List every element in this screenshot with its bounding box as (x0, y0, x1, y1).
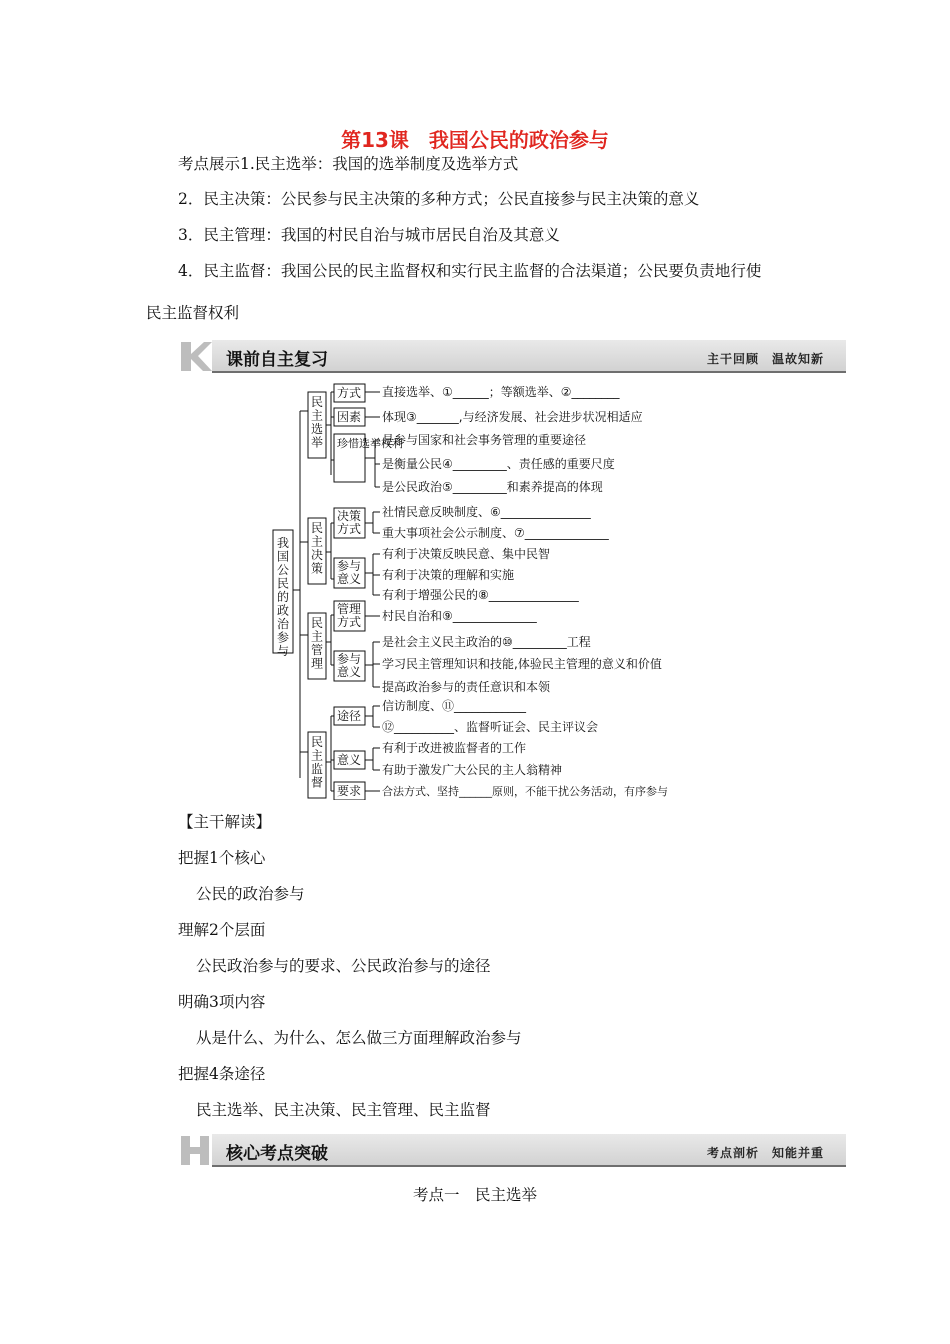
jiandu-item-4: 有助于激发广大公民的主人翁精神 (382, 763, 563, 777)
juece-item-2: 重大事项社会公示制度、⑦______________ (382, 526, 609, 540)
xuanju-item-1: 直接选举、①______；等额选举、②________ (382, 385, 620, 399)
sub-yaoqiu: 要求 (337, 784, 362, 798)
page-title: 第13课 我国公民的政治参与 (341, 128, 609, 152)
reading-h1: 把握1个核心 (178, 849, 266, 867)
guanli-item-2: 是社会主义民主政治的⑩_________工程 (382, 635, 591, 649)
branch-label-guanli: 民主管理 (310, 616, 324, 671)
jiandu-item-2: ⑫__________、监督听证会、民主评议会 (382, 720, 599, 734)
juece-item-3: 有利于决策反映民意、集中民智 (382, 547, 551, 561)
guanli-item-4: 提高政治参与的责任意识和本领 (382, 680, 551, 694)
section-banner-review (178, 340, 846, 373)
reading-h3: 明确3项内容 (178, 993, 266, 1011)
guanli-item-1: 村民自治和⑨______________ (382, 609, 537, 623)
juece-item-5: 有利于增强公民的⑧_______________ (382, 588, 579, 602)
intro-line-2: 2．民主决策：公民参与民主决策的多种方式；公民直接参与民主决策的意义 (178, 190, 700, 208)
reading-t2: 公民政治参与的要求、公民政治参与的途径 (196, 957, 491, 975)
sub-juece-yiyi: 参与意义 (336, 559, 362, 586)
branch-label-jiandu: 民主监督 (310, 735, 324, 790)
xuanju-item-4: 是衡量公民④_________、责任感的重要尺度 (382, 457, 615, 471)
sub-guanli-yiyi: 参与意义 (336, 652, 362, 679)
xuanju-item-3: 是参与国家和社会事务管理的重要途径 (382, 433, 587, 447)
branch-label-juece: 民主决策 (310, 521, 324, 576)
root-label: 我国公民的政治参与 (276, 536, 290, 658)
juece-item-1: 社情民意反映制度、⑥_______________ (382, 505, 591, 519)
sub-yinsu: 因素 (337, 410, 362, 424)
jiandu-item-5: 合法方式、坚持______原则，不能干扰公务活动，有序参与 (382, 785, 668, 798)
jiandu-item-3: 有利于改进被监督者的工作 (382, 741, 527, 755)
xuanju-item-2: 体现③_______,与经济发展、社会进步状况相适应 (382, 410, 643, 424)
banner-subtitle: 考点剖析 知能并重 (706, 1146, 824, 1160)
reading-t3: 从是什么、为什么、怎么做三方面理解政治参与 (196, 1029, 522, 1047)
reading-t4: 民主选举、民主决策、民主管理、民主监督 (196, 1101, 491, 1119)
xuanju-item-5: 是公民政治⑤_________和素养提高的体现 (382, 480, 603, 494)
intro-line-5: 民主监督权利 (146, 304, 240, 322)
juece-item-4: 有利于决策的理解和实施 (382, 568, 515, 582)
sub-guanli-fangshi: 管理方式 (336, 602, 362, 629)
reading-h4: 把握4条途径 (178, 1065, 266, 1083)
reading-h2: 理解2个层面 (178, 921, 266, 939)
sub-fangshi-xuanju: 方式 (337, 386, 362, 400)
banner-title: 课前自主复习 (226, 350, 328, 370)
reading-t1: 公民的政治参与 (196, 885, 305, 903)
section-banner-core (178, 1134, 846, 1167)
jiandu-item-1: 信访制度、⑪____________ (382, 699, 527, 713)
sub-jiandu-yiyi: 意义 (337, 753, 362, 767)
branch-label-xuanju: 民主选举 (310, 395, 324, 450)
intro-line-3: 3．民主管理：我国的村民自治与城市居民自治及其意义 (178, 226, 560, 244)
sub-tujing: 途径 (337, 709, 362, 723)
h-letter-icon (178, 1134, 212, 1167)
intro-line-1: 考点展示1.民主选举：我国的选举制度及选举方式 (178, 155, 519, 173)
intro-line-4: 4．民主监督：我国公民的民主监督权和实行民主监督的合法渠道；公民要负责地行使 (178, 262, 762, 280)
guanli-item-3: 学习民主管理知识和技能,体验民主管理的意义和价值 (382, 657, 662, 671)
sub-zhenxi: 珍惜选举权利 (337, 437, 403, 450)
section-heading: 考点一 民主选举 (412, 1186, 537, 1204)
sub-juece-fangshi: 决策方式 (336, 509, 362, 536)
k-letter-icon (178, 340, 212, 373)
banner-title: 核心考点突破 (226, 1144, 328, 1164)
concept-diagram (270, 380, 720, 800)
banner-subtitle: 主干回顾 温故知新 (706, 352, 824, 366)
reading-heading: 【主干解读】 (178, 813, 272, 831)
